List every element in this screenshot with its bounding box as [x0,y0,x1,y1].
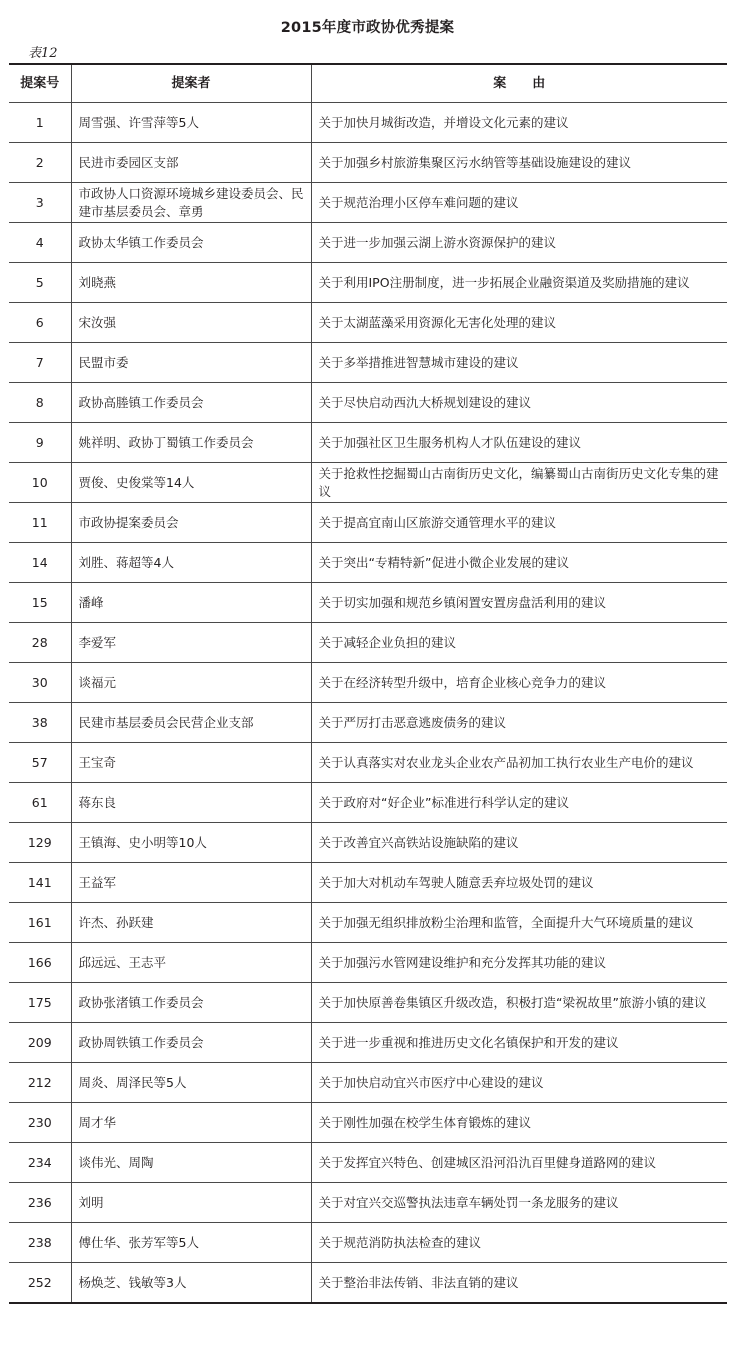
row-proposer: 民建市基层委员会民营企业支部 [71,703,311,743]
row-reason: 关于加快启动宜兴市医疗中心建设的建议 [311,1063,727,1103]
row-reason: 关于切实加强和规范乡镇闲置安置房盘活利用的建议 [311,583,727,623]
table-body [9,103,727,1304]
row-reason: 关于认真落实对农业龙头企业农产品初加工执行农业生产电价的建议 [311,743,727,783]
table-row [9,1263,727,1304]
row-proposer: 市政协人口资源环境城乡建设委员会、民建市基层委员会、章勇 [71,183,311,223]
row-proposer: 傅仕华、张芳军等5人 [71,1223,311,1263]
table-row [9,863,727,903]
row-proposer: 潘峰 [71,583,311,623]
table-row [9,1063,727,1103]
row-reason: 关于对宜兴交巡警执法违章车辆处罚一条龙服务的建议 [311,1183,727,1223]
row-proposer: 李爱军 [71,623,311,663]
row-proposer: 邱远远、王志平 [71,943,311,983]
row-proposer: 王益军 [71,863,311,903]
row-proposer: 王宝奇 [71,743,311,783]
table-row [9,143,727,183]
table-row [9,183,727,223]
row-proposer: 政协张渚镇工作委员会 [71,983,311,1023]
table-row [9,1183,727,1223]
row-number: 212 [9,1063,71,1103]
row-reason: 关于加快原善卷集镇区升级改造，积极打造“梁祝故里”旅游小镇的建议 [311,983,727,1023]
row-proposer: 民盟市委 [71,343,311,383]
table-row [9,943,727,983]
row-proposer: 许杰、孙跃建 [71,903,311,943]
row-proposer: 政协太华镇工作委员会 [71,223,311,263]
row-reason: 关于刚性加强在校学生体育锻炼的建议 [311,1103,727,1143]
row-proposer: 宋汝强 [71,303,311,343]
row-number: 2 [9,143,71,183]
header-number: 提案号 [9,64,71,103]
document-title: 2015年度市政协优秀提案 [280,20,455,36]
row-reason: 关于加强污水管网建设维护和充分发挥其功能的建议 [311,943,727,983]
table-row [9,903,727,943]
row-proposer: 周炎、周泽民等5人 [71,1063,311,1103]
row-number: 57 [9,743,71,783]
table-label: 表12 [28,46,58,61]
row-reason: 关于加快月城街改造，并增设文化元素的建议 [311,103,727,143]
table-row [9,703,727,743]
row-number: 236 [9,1183,71,1223]
table-row [9,103,727,143]
table-row [9,223,727,263]
row-proposer: 刘晓燕 [71,263,311,303]
row-number: 4 [9,223,71,263]
table-row [9,823,727,863]
row-number: 141 [9,863,71,903]
table-row [9,1023,727,1063]
row-reason: 关于进一步加强云湖上游水资源保护的建议 [311,223,727,263]
row-reason: 关于加大对机动车驾驶人随意丢弃垃圾处罚的建议 [311,863,727,903]
row-reason: 关于提高宜南山区旅游交通管理水平的建议 [311,503,727,543]
row-proposer: 贾俊、史俊棠等14人 [71,463,311,503]
row-reason: 关于进一步重视和推进历史文化名镇保护和开发的建议 [311,1023,727,1063]
row-reason: 关于在经济转型升级中，培育企业核心竞争力的建议 [311,663,727,703]
table-row [9,1223,727,1263]
row-reason: 关于突出“专精特新”促进小微企业发展的建议 [311,543,727,583]
table-row [9,463,727,503]
table-row [9,263,727,303]
row-number: 230 [9,1103,71,1143]
row-proposer: 民进市委园区支部 [71,143,311,183]
row-proposer: 政协周铁镇工作委员会 [71,1023,311,1063]
row-number: 11 [9,503,71,543]
table-row [9,623,727,663]
row-proposer: 谈伟光、周陶 [71,1143,311,1183]
row-reason: 关于规范治理小区停车难问题的建议 [311,183,727,223]
row-reason: 关于利用IPO注册制度，进一步拓展企业融资渠道及奖励措施的建议 [311,263,727,303]
row-reason: 关于减轻企业负担的建议 [311,623,727,663]
row-proposer: 周雪强、许雪萍等5人 [71,103,311,143]
table-row [9,423,727,463]
table-row [9,1103,727,1143]
row-number: 175 [9,983,71,1023]
table-row [9,783,727,823]
row-number: 5 [9,263,71,303]
row-reason: 关于规范消防执法检查的建议 [311,1223,727,1263]
row-number: 3 [9,183,71,223]
row-reason: 关于政府对“好企业”标准进行科学认定的建议 [311,783,727,823]
row-number: 10 [9,463,71,503]
row-reason: 关于加强乡村旅游集聚区污水纳管等基础设施建设的建议 [311,143,727,183]
row-number: 30 [9,663,71,703]
row-number: 61 [9,783,71,823]
row-reason: 关于抢救性挖掘蜀山古南街历史文化，编纂蜀山古南街历史文化专集的建议 [311,463,727,503]
row-number: 209 [9,1023,71,1063]
row-proposer: 姚祥明、政协丁蜀镇工作委员会 [71,423,311,463]
table-row [9,663,727,703]
row-proposer: 刘明 [71,1183,311,1223]
table-row [9,383,727,423]
table-row [9,1143,727,1183]
row-proposer: 刘胜、蒋超等4人 [71,543,311,583]
row-number: 28 [9,623,71,663]
table-row [9,543,727,583]
row-number: 238 [9,1223,71,1263]
row-reason: 关于严厉打击恶意逃废债务的建议 [311,703,727,743]
header-reason: 案 由 [311,64,727,103]
row-number: 1 [9,103,71,143]
row-number: 15 [9,583,71,623]
row-reason: 关于改善宜兴高铁站设施缺陷的建议 [311,823,727,863]
row-number: 14 [9,543,71,583]
table-row [9,303,727,343]
row-number: 8 [9,383,71,423]
row-proposer: 周才华 [71,1103,311,1143]
header-proposer: 提案者 [71,64,311,103]
row-reason: 关于尽快启动西氿大桥规划建设的建议 [311,383,727,423]
row-reason: 关于发挥宜兴特色、创建城区沿河沿氿百里健身道路网的建议 [311,1143,727,1183]
table-row [9,343,727,383]
row-reason: 关于整治非法传销、非法直销的建议 [311,1263,727,1304]
row-number: 6 [9,303,71,343]
row-number: 166 [9,943,71,983]
row-number: 9 [9,423,71,463]
row-proposer: 政协高塍镇工作委员会 [71,383,311,423]
row-number: 252 [9,1263,71,1304]
proposals-table [9,63,727,1304]
table-header-row [9,64,727,103]
row-number: 38 [9,703,71,743]
row-number: 7 [9,343,71,383]
table-row [9,743,727,783]
row-reason: 关于多举措推进智慧城市建设的建议 [311,343,727,383]
table-row [9,503,727,543]
row-number: 129 [9,823,71,863]
table-row [9,983,727,1023]
row-proposer: 蒋东良 [71,783,311,823]
row-proposer: 市政协提案委员会 [71,503,311,543]
row-proposer: 谈福元 [71,663,311,703]
row-proposer: 王镇海、史小明等10人 [71,823,311,863]
row-proposer: 杨焕芝、钱敏等3人 [71,1263,311,1304]
row-reason: 关于加强无组织排放粉尘治理和监管，全面提升大气环境质量的建议 [311,903,727,943]
row-reason: 关于太湖蓝藻采用资源化无害化处理的建议 [311,303,727,343]
row-number: 234 [9,1143,71,1183]
row-number: 161 [9,903,71,943]
table-row [9,583,727,623]
row-reason: 关于加强社区卫生服务机构人才队伍建设的建议 [311,423,727,463]
